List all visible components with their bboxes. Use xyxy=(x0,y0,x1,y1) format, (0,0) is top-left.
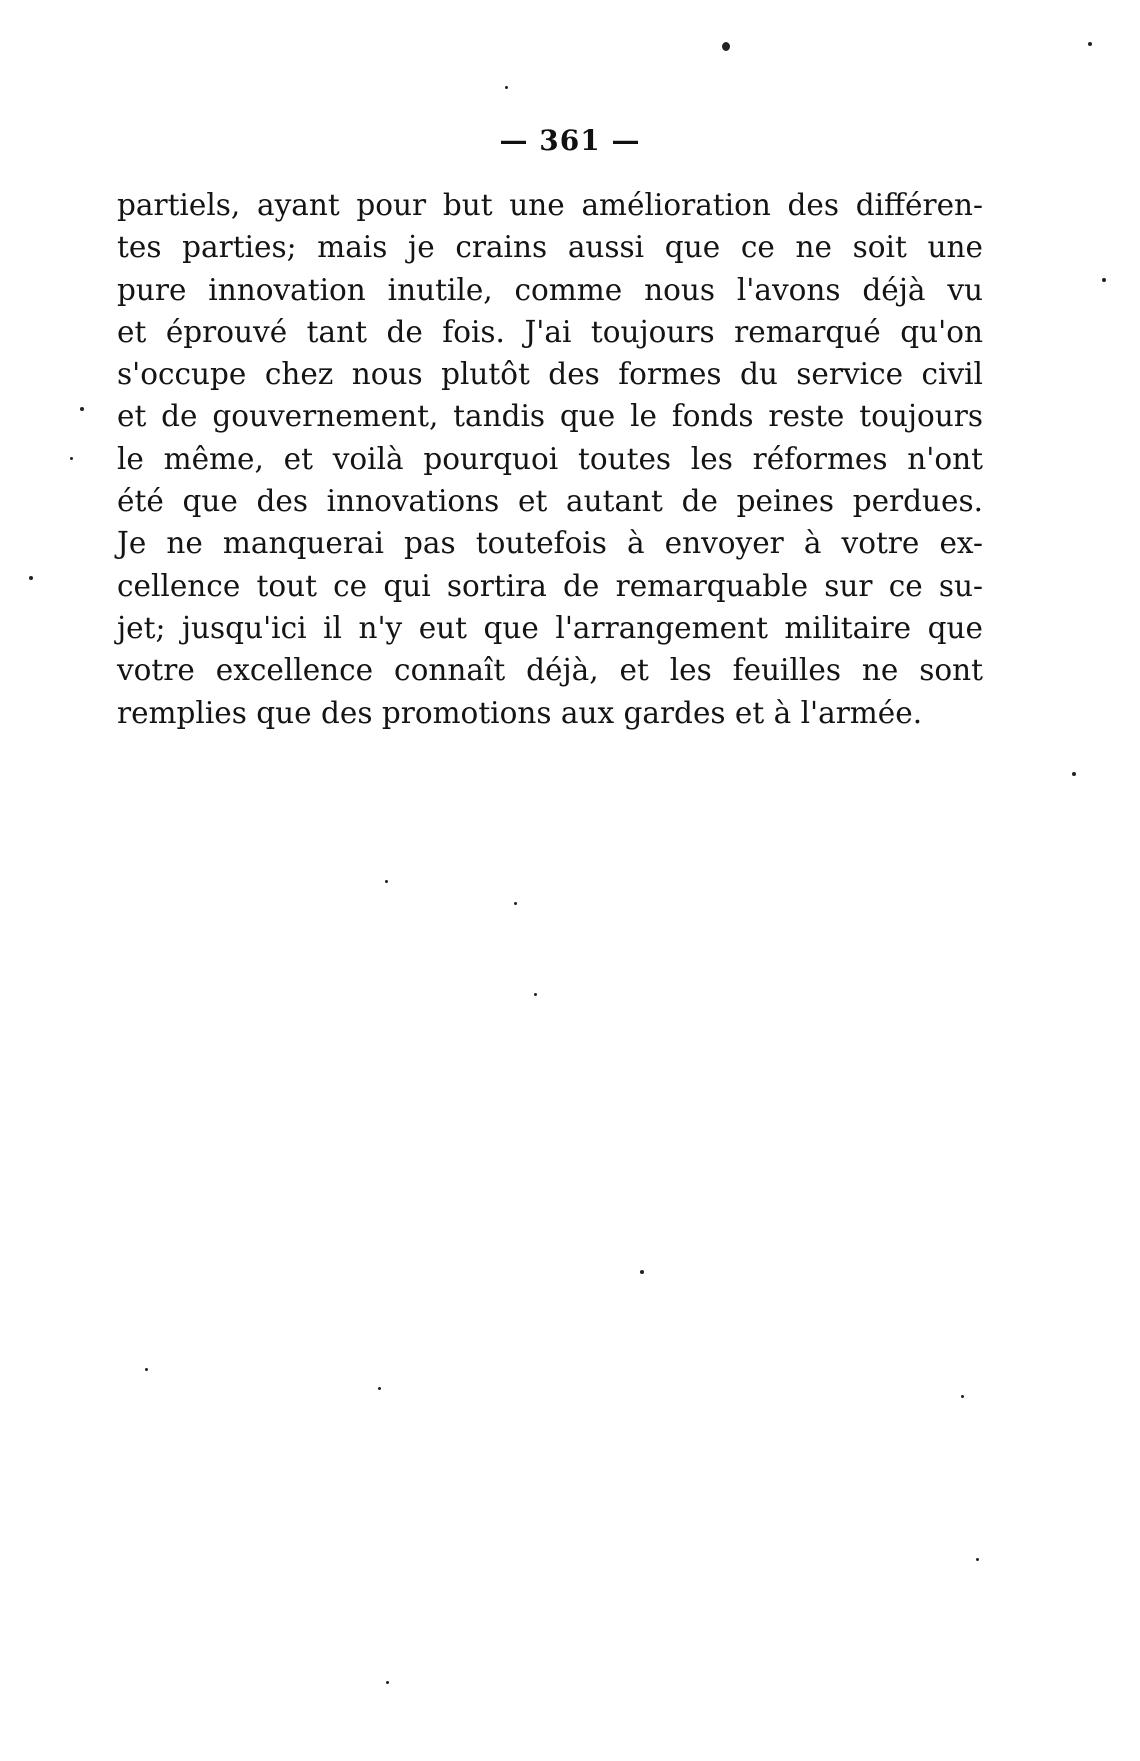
body-text xyxy=(117,184,983,734)
text-line: le même, et voilà pourquoi toutes les réformes n'ont xyxy=(117,441,983,476)
scan-speck xyxy=(145,1368,148,1371)
scan-speck xyxy=(1102,278,1106,282)
scan-speck xyxy=(514,902,517,905)
text-line: et éprouvé tant de fois. J'ai toujours remarqué qu'on xyxy=(117,314,983,349)
text-line: jet; jusqu'ici il n'y eut que l'arrangement militaire que xyxy=(117,610,983,645)
scan-speck xyxy=(378,1387,381,1390)
scan-speck xyxy=(386,1681,389,1684)
scan-speck xyxy=(961,1395,964,1398)
text-line: Je ne manquerai pas toutefois à envoyer à votre ex- xyxy=(117,526,983,561)
scan-speck xyxy=(1088,42,1092,46)
scan-speck xyxy=(80,407,84,411)
scan-speck xyxy=(385,880,388,883)
scan-speck xyxy=(640,1270,644,1274)
scan-speck xyxy=(1072,772,1076,776)
text-line: et de gouvernement, tandis que le fonds reste toujours xyxy=(117,399,983,434)
text-line: tes parties; mais je crains aussi que ce ne soit une xyxy=(117,230,983,265)
scan-speck xyxy=(29,576,33,580)
page-number: — 361 — xyxy=(499,124,641,157)
scan-speck xyxy=(70,457,73,460)
scan-speck xyxy=(505,86,508,89)
text-line: partiels, ayant pour but une amélioration des différen- xyxy=(117,188,983,222)
text-line: votre excellence connaît déjà, et les feuilles ne sont xyxy=(117,653,983,688)
scan-speck xyxy=(722,42,730,51)
text-line: cellence tout ce qui sortira de remarquable sur ce su- xyxy=(117,568,983,603)
text-line: été que des innovations et autant de peines perdues. xyxy=(117,484,983,519)
scan-speck xyxy=(976,1558,979,1561)
text-line: remplies que des promotions aux gardes et à l'armée. xyxy=(117,695,923,730)
text-line: pure innovation inutile, comme nous l'avons déjà vu xyxy=(117,272,983,307)
text-line: s'occupe chez nous plutôt des formes du service civil xyxy=(117,357,983,392)
scan-speck xyxy=(534,993,537,996)
